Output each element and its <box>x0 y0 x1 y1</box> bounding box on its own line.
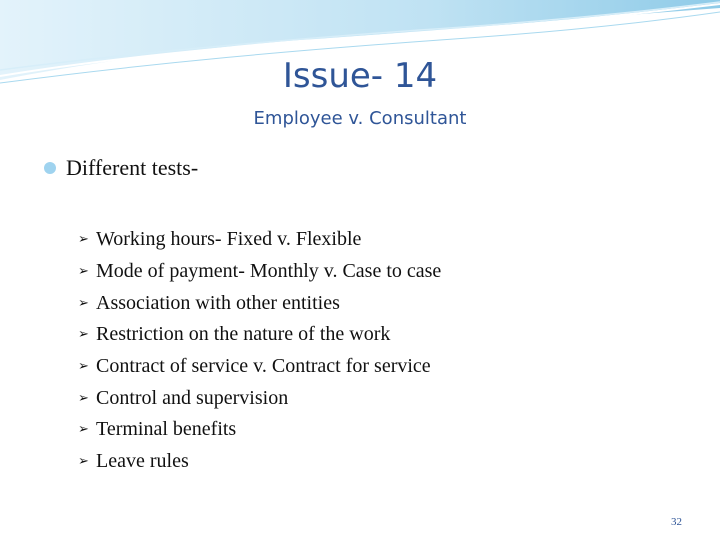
circle-bullet-icon <box>44 162 56 174</box>
arrow-bullet-icon: ➢ <box>78 327 89 343</box>
sub-bullet-text: Association with other entities <box>96 291 340 314</box>
sub-bullet-item <box>78 224 441 256</box>
sub-bullet-text: Control and supervision <box>96 386 289 409</box>
sub-bullet-item <box>78 414 441 446</box>
sub-bullet-item <box>78 287 441 319</box>
sub-bullet-item <box>78 382 441 414</box>
slide-title: Issue- 14 <box>282 56 438 96</box>
arrow-bullet-icon: ➢ <box>78 390 89 406</box>
arrow-bullet-icon: ➢ <box>78 422 89 438</box>
sub-bullet-list <box>78 224 441 478</box>
sub-bullet-text: Restriction on the nature of the work <box>96 323 391 346</box>
sub-bullet-item <box>78 319 441 351</box>
arrow-bullet-icon: ➢ <box>78 232 89 248</box>
arrow-bullet-icon: ➢ <box>78 454 89 470</box>
arrow-bullet-icon: ➢ <box>78 359 89 375</box>
page-number: 32 <box>671 516 682 528</box>
sub-bullet-text: Terminal benefits <box>96 418 237 441</box>
sub-bullet-text: Leave rules <box>96 450 189 473</box>
main-bullet-text: Different tests- <box>66 155 199 180</box>
arrow-bullet-icon: ➢ <box>78 264 89 280</box>
sub-bullet-text: Mode of payment- Monthly v. Case to case <box>96 260 442 283</box>
slide-subtitle: Employee v. Consultant <box>253 108 467 129</box>
sub-bullet-text: Working hours- Fixed v. Flexible <box>96 228 362 251</box>
sub-bullet-text: Contract of service v. Contract for service <box>96 355 431 378</box>
sub-bullet-item <box>78 446 441 478</box>
sub-bullet-item <box>78 351 441 383</box>
sub-bullet-item <box>78 256 441 288</box>
main-bullet <box>44 155 198 181</box>
arrow-bullet-icon: ➢ <box>78 295 89 311</box>
